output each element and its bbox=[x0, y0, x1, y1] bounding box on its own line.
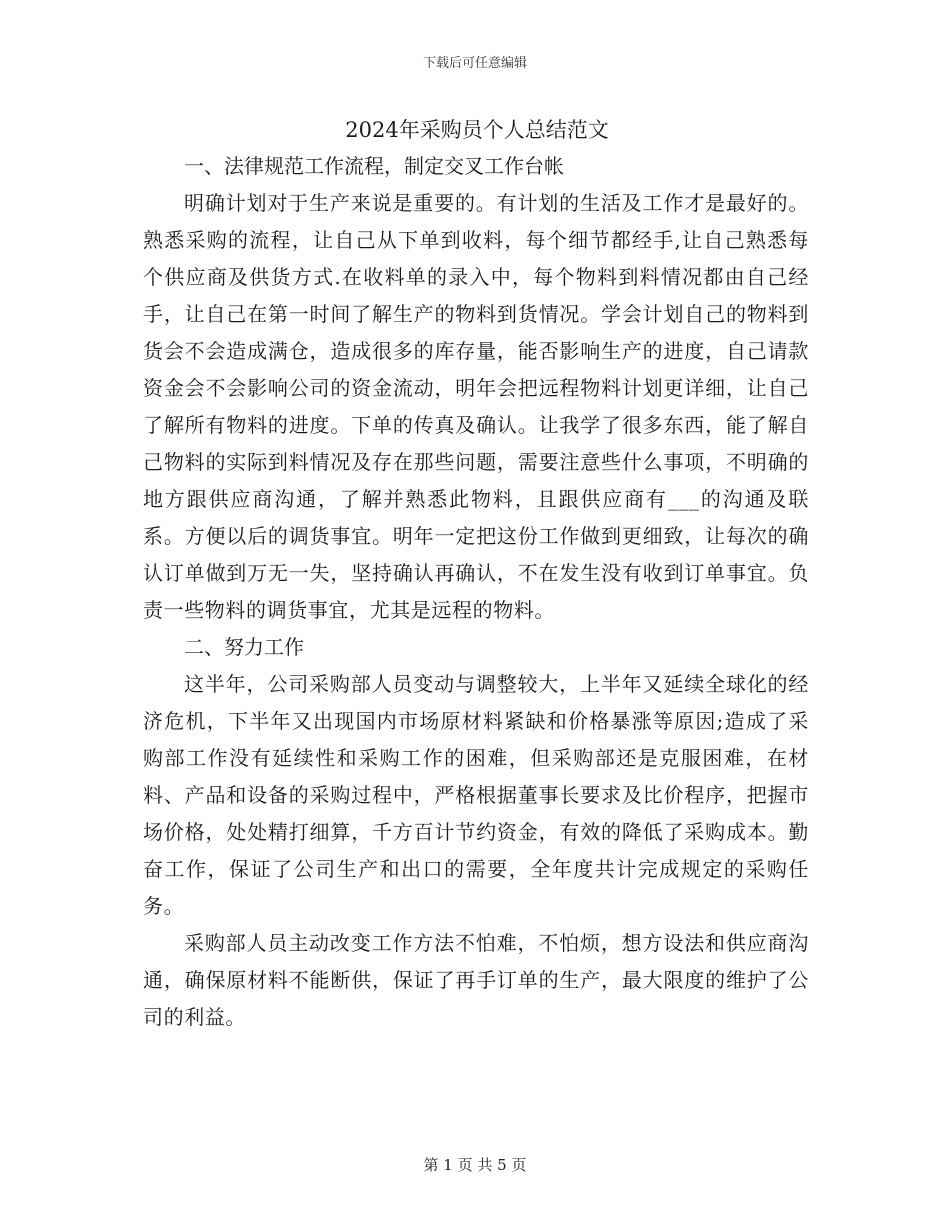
section-2-paragraph-1: 这半年，公司采购部人员变动与调整较大，上半年又延续全球化的经济危机，下半年又出现国内市场原材料紧缺和价格暴涨等原因;造成了采购部工作没有延续性和采购工作的困难，但采购部还是克服困难，在材料、产品和设备的采购过程中，严格根据董事长要求及比价程序，把握市场价格，处处精打细算，千方百计节约资金，有效的降低了采购成本。勤奋工作，保证了公司生产和出口的需要，全年度共计完成规定的采购任务。 bbox=[143, 672, 809, 918]
section-heading-1: 一、法律规范工作流程，制定交叉工作台帐 bbox=[184, 154, 564, 178]
document-body bbox=[143, 112, 809, 1036]
section-1-paragraph: 明确计划对于生产来说是重要的。有计划的生活及工作才是最好的。熟悉采购的流程，让自己从下单到收料，每个细节都经手,让自己熟悉每个供应商及供货方式.在收料单的录入中，每个物料到料情况都由自己经手，让自己在第一时间了解生产的物料到货情况。学会计划自己的物料到货会不会造成满仓，造成很多的库存量，能否影响生产的进度，自己请款资金会不会影响公司的资金流动，明年会把远程物料计划更详细，让自己了解所有物料的进度。下单的传真及确认。让我学了很多东西，能了解自己物料的实际到料情况及存在那些问题，需要注意些什么事项，不明确的地方跟供应商沟通，了解并熟悉此物料，且跟供应商有___的沟通及联系。方便以后的调货事宜。明年一定把这份工作做到更细致，让每次的确认订单做到万无一失，坚持确认再确认，不在发生没有收到订单事宜。负责一些物料的调货事宜，尤其是远程的物料。 bbox=[143, 191, 809, 622]
page-header-note: 下载后可任意编辑 bbox=[422, 56, 527, 71]
document-title: 2024年采购员个人总结范文 bbox=[345, 118, 609, 142]
section-2-paragraph-2: 采购部人员主动改变工作方法不怕难，不怕烦，想方设法和供应商沟通，确保原材料不能断供，保证了再手订单的生产，最大限度的维护了公司的利益。 bbox=[143, 931, 809, 1029]
section-heading-2: 二、努力工作 bbox=[184, 635, 304, 659]
page-number-footer: 第 1 页 共 5 页 bbox=[423, 1156, 527, 1174]
